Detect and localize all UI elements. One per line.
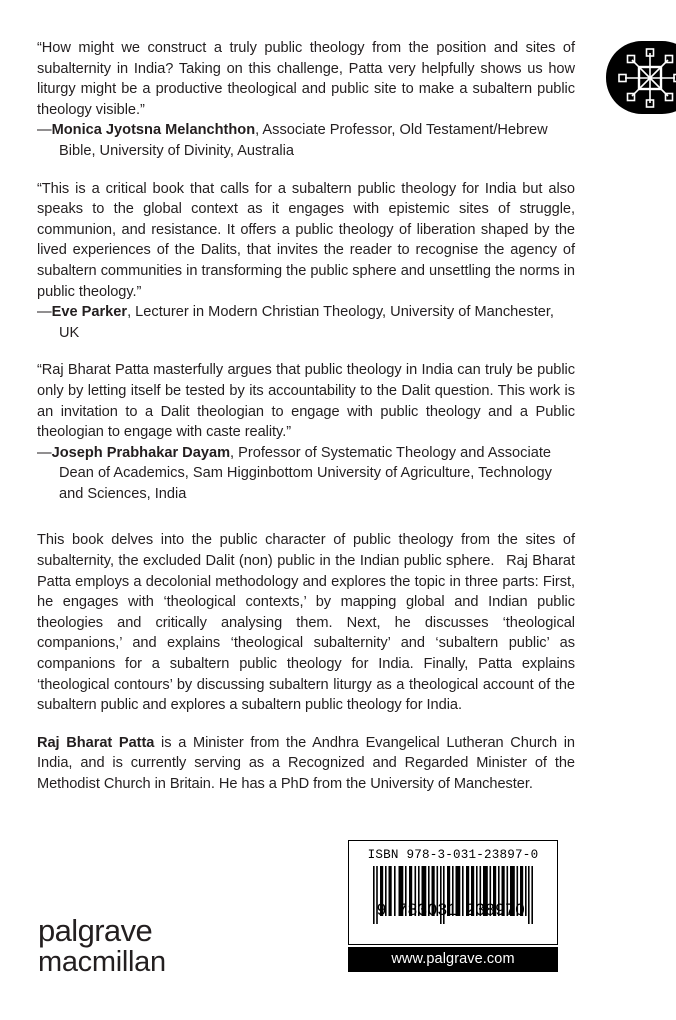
isbn-label: ISBN 978-3-031-23897-0 (367, 848, 539, 862)
endorsement-attribution (37, 443, 575, 505)
attribution-dash: — (37, 304, 52, 321)
endorsement-quote: “How might we construct a truly public theology from the position and sites of subalternity in India? Taking on this challenge, Patta very helpfully shows us how liturgy might be a productive theological and public site to make a subaltern public theology visible.” (37, 40, 575, 118)
author-name: Raj Bharat Patta (37, 734, 155, 751)
author-bio (37, 733, 575, 795)
endorsement-attribution (37, 120, 575, 161)
endorsement-quote: “This is a critical book that calls for a subaltern public theology for India but also speaks to the global context as it engages with epistemic sites of struggle, communion, and resistance. It offers a public theology of liberation shaped by the lived experiences of the Dalits, that invites the reader to recognise the agency of subaltern communities in transforming the public sphere and unsettling the norms in public theology.” (37, 180, 575, 300)
ean-group-left: 783031 (397, 900, 458, 919)
ean-group-right: 238970 (465, 900, 526, 919)
endorsement-2 (37, 179, 575, 344)
ean-lead-digit: 9 (376, 900, 387, 919)
section-spacer (37, 521, 575, 530)
palgrave-starburst-logo-icon (606, 41, 676, 114)
endorsement-3 (37, 360, 575, 504)
palgrave-macmillan-wordmark (38, 915, 238, 978)
endorser-credentials: , Associate Professor, Old Testament/Hebrew Bible, University of Divinity, Australia (59, 122, 548, 159)
isbn-barcode-block (348, 840, 558, 972)
endorser-name: Eve Parker (51, 304, 128, 321)
wordmark-palgrave: palgrave (38, 913, 153, 948)
attribution-dash: — (37, 444, 52, 461)
attribution-dash: — (37, 122, 52, 139)
book-description: This book delves into the public character of public theology from the sites of subalternity, the excluded Dalit (non) public in the Indian public sphere. Raj Bharat Patta employs a decolonial methodology and explores the topic in three parts: First, he engages with ‘theological contexts,’ by mapping global and Indian public theologies and critically analysing them. Next, he discusses ‘theological companions,’ and explains ‘theological subalternity’ and ‘subaltern public’ as companions for a subaltern public theology for India. Finally, Patta explains ‘theological contours’ by discussing subaltern liturgy as a theological account of the subaltern public and explores a subaltern public theology for India. (37, 532, 575, 714)
endorsement-quote: “Raj Bharat Patta masterfully argues that public theology in India can truly be public only by letting itself be tested by its accountability to the Dalit question. This work is an invitation to a Dalit theologian to engage with public theology and a Public theologian to engage with caste reality.” (37, 362, 575, 441)
barcode-card (348, 840, 558, 945)
endorser-credentials: , Professor of Systematic Theology and Associate Dean of Academics, Sam Higginbottom University of Agriculture, Technology and Sciences, India (59, 444, 552, 502)
endorser-credentials: , Lecturer in Modern Christian Theology, University of Manchester, UK (59, 304, 554, 341)
endorser-name: Joseph Prabhakar Dayam (51, 444, 231, 461)
endorsement-1 (37, 38, 575, 162)
back-cover-text-column (37, 38, 575, 795)
endorsement-attribution (37, 302, 575, 343)
author-bio-text: is a Minister from the Andhra Evangelical Lutheran Church in India, and is currently serving as a Recognized and Regarded Minister of the Methodist Church in Britain. He has a PhD from the University of Manchester. (37, 734, 575, 792)
ean-digits (373, 900, 533, 920)
endorser-name: Monica Jyotsna Melanchthon (51, 122, 256, 139)
barcode-bars (373, 866, 533, 924)
publisher-website-banner: www.palgrave.com (348, 947, 558, 972)
wordmark-macmillan: macmillan (38, 946, 166, 978)
